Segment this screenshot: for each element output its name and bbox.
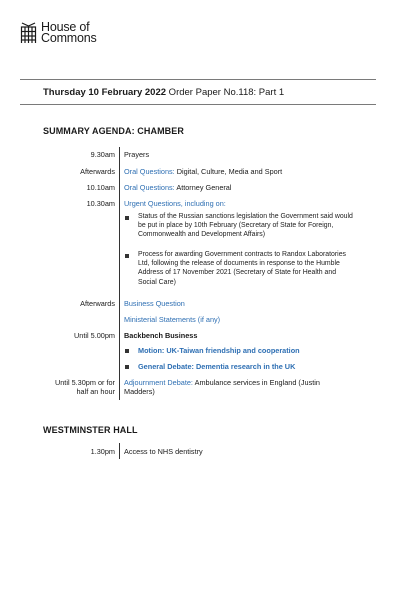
chamber-heading: SUMMARY AGENDA: CHAMBER: [43, 126, 184, 136]
agenda-time: Afterwards: [80, 299, 115, 308]
urgent-question-randox: Process for awarding Government contracts to Randox Laboratories Ltd, following the release of documents in response to the Humble Address of 17 November 2021 (Secretary of State for Health and Social Care): [138, 251, 346, 286]
agenda-time: 10.10am: [86, 183, 115, 192]
agenda-item-business-question: [124, 299, 185, 308]
agenda-item-text: Prayers: [124, 150, 150, 159]
title-bottom-rule: [20, 104, 376, 105]
chamber-timeline-divider: [119, 147, 120, 400]
agenda-item-text: Backbench Business: [124, 331, 198, 340]
agenda-item-motion: [138, 346, 300, 355]
title-top-rule: [20, 79, 376, 80]
order-paper-title: [43, 87, 284, 98]
logo-line-2: Commons: [41, 31, 97, 45]
agenda-item-ministerial-statements: [124, 315, 220, 324]
agenda-item-text: Attorney General: [174, 183, 232, 192]
agenda-item-text: Ambulance services in England (Justin Madders): [124, 378, 320, 397]
motion-link[interactable]: Motion: UK-Taiwan friendship and cooperation: [138, 346, 300, 355]
agenda-time: 9.30am: [90, 150, 115, 159]
westminster-hall-heading: WESTMINSTER HALL: [43, 425, 138, 435]
portcullis-icon: [20, 22, 37, 45]
oral-questions-link[interactable]: Oral Questions:: [124, 167, 175, 176]
agenda-time: 1.30pm: [90, 447, 115, 456]
agenda-item-backbench-business: [124, 331, 197, 340]
agenda-item-text: Digital, Culture, Media and Sport: [174, 167, 283, 176]
bullet-square-icon: [125, 254, 129, 258]
agenda-time-adjournment: [55, 378, 115, 397]
logo-text: [41, 22, 97, 44]
logo-line-1: House of: [41, 20, 90, 34]
oral-questions-link[interactable]: Oral Questions:: [124, 183, 175, 192]
urgent-question-russian-sanctions: Status of the Russian sanctions legislation the Government said would be put in place by 10th February (Secretary of State for Foreign, Commonwealth and Development Affairs): [138, 213, 353, 239]
bullet-square-icon: [125, 365, 129, 369]
order-paper-date: Thursday 10 February 2022: [43, 87, 167, 98]
adjournment-debate-link[interactable]: Adjournment Debate:: [124, 378, 193, 387]
agenda-item-oral-questions-dcms: [124, 167, 282, 176]
agenda-item-general-debate: [138, 362, 295, 371]
bullet-square-icon: [125, 349, 129, 353]
time-line-1: Until 5.30pm or for: [54, 378, 115, 387]
agenda-item-nhs-dentistry: [124, 447, 203, 456]
ministerial-statements-link[interactable]: Ministerial Statements (if any): [124, 315, 221, 324]
agenda-item-adjournment-debate: [124, 378, 339, 397]
bullet-square-icon: [125, 216, 129, 220]
agenda-item-prayers: [124, 150, 149, 159]
business-question-link[interactable]: Business Question: [124, 299, 185, 308]
westminster-timeline-divider: [119, 443, 120, 459]
urgent-questions-link[interactable]: Urgent Questions, including on:: [124, 199, 226, 208]
agenda-item-urgent-questions: [124, 199, 226, 208]
agenda-time: 10.30am: [86, 199, 115, 208]
agenda-item-text: Access to NHS dentistry: [124, 447, 203, 456]
agenda-time: Until 5.00pm: [74, 331, 115, 340]
order-paper-number: Order Paper No.118: Part 1: [166, 87, 285, 98]
agenda-item-oral-questions-ag: [124, 183, 232, 192]
house-of-commons-logo: [20, 22, 97, 45]
general-debate-link[interactable]: General Debate: Dementia research in the UK: [138, 362, 296, 371]
time-line-2: half an hour: [76, 387, 115, 397]
agenda-time: Afterwards: [80, 167, 115, 176]
